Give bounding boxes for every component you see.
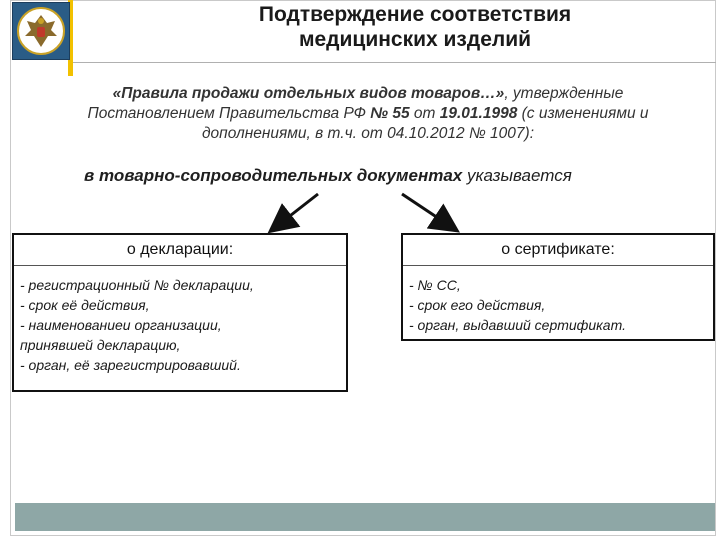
list-item: - № СС, (409, 277, 461, 293)
left-arrow-icon (277, 194, 318, 226)
list-item: - срок её действия, (20, 297, 150, 313)
certificate-list (409, 275, 709, 335)
page-title: Подтверждение соответствия медицинских изделий (258, 3, 572, 51)
footer-bar (15, 503, 715, 531)
certificate-divider (403, 265, 713, 266)
intro-paragraph: «Правила продажи отдельных видов товаров…», утвержденные Постановлением Правительства РФ № 55 от 19.01.1998 (с изменениями и дополнениями, в т.ч. от 04.10.2012 № 1007): (87, 85, 649, 142)
certificate-title: о сертификате: (501, 241, 615, 258)
list-item: - регистрационный № декларации, (20, 277, 254, 293)
subheading: в товарно-сопроводительных документах указывается (84, 166, 572, 185)
declaration-title: о декларации: (126, 241, 234, 258)
list-item: - срок его действия, (409, 297, 546, 313)
declaration-divider (14, 265, 346, 266)
list-item: - орган, выдавший сертификат. (409, 317, 626, 333)
declaration-box (12, 233, 348, 392)
declaration-list (20, 275, 342, 375)
list-item: принявшей декларацию, (20, 337, 181, 353)
list-item: - орган, её зарегистрировавший. (20, 357, 241, 373)
right-arrow-icon (402, 194, 450, 226)
list-item: - наименованиеи организации, (20, 317, 222, 333)
certificate-box (401, 233, 715, 341)
